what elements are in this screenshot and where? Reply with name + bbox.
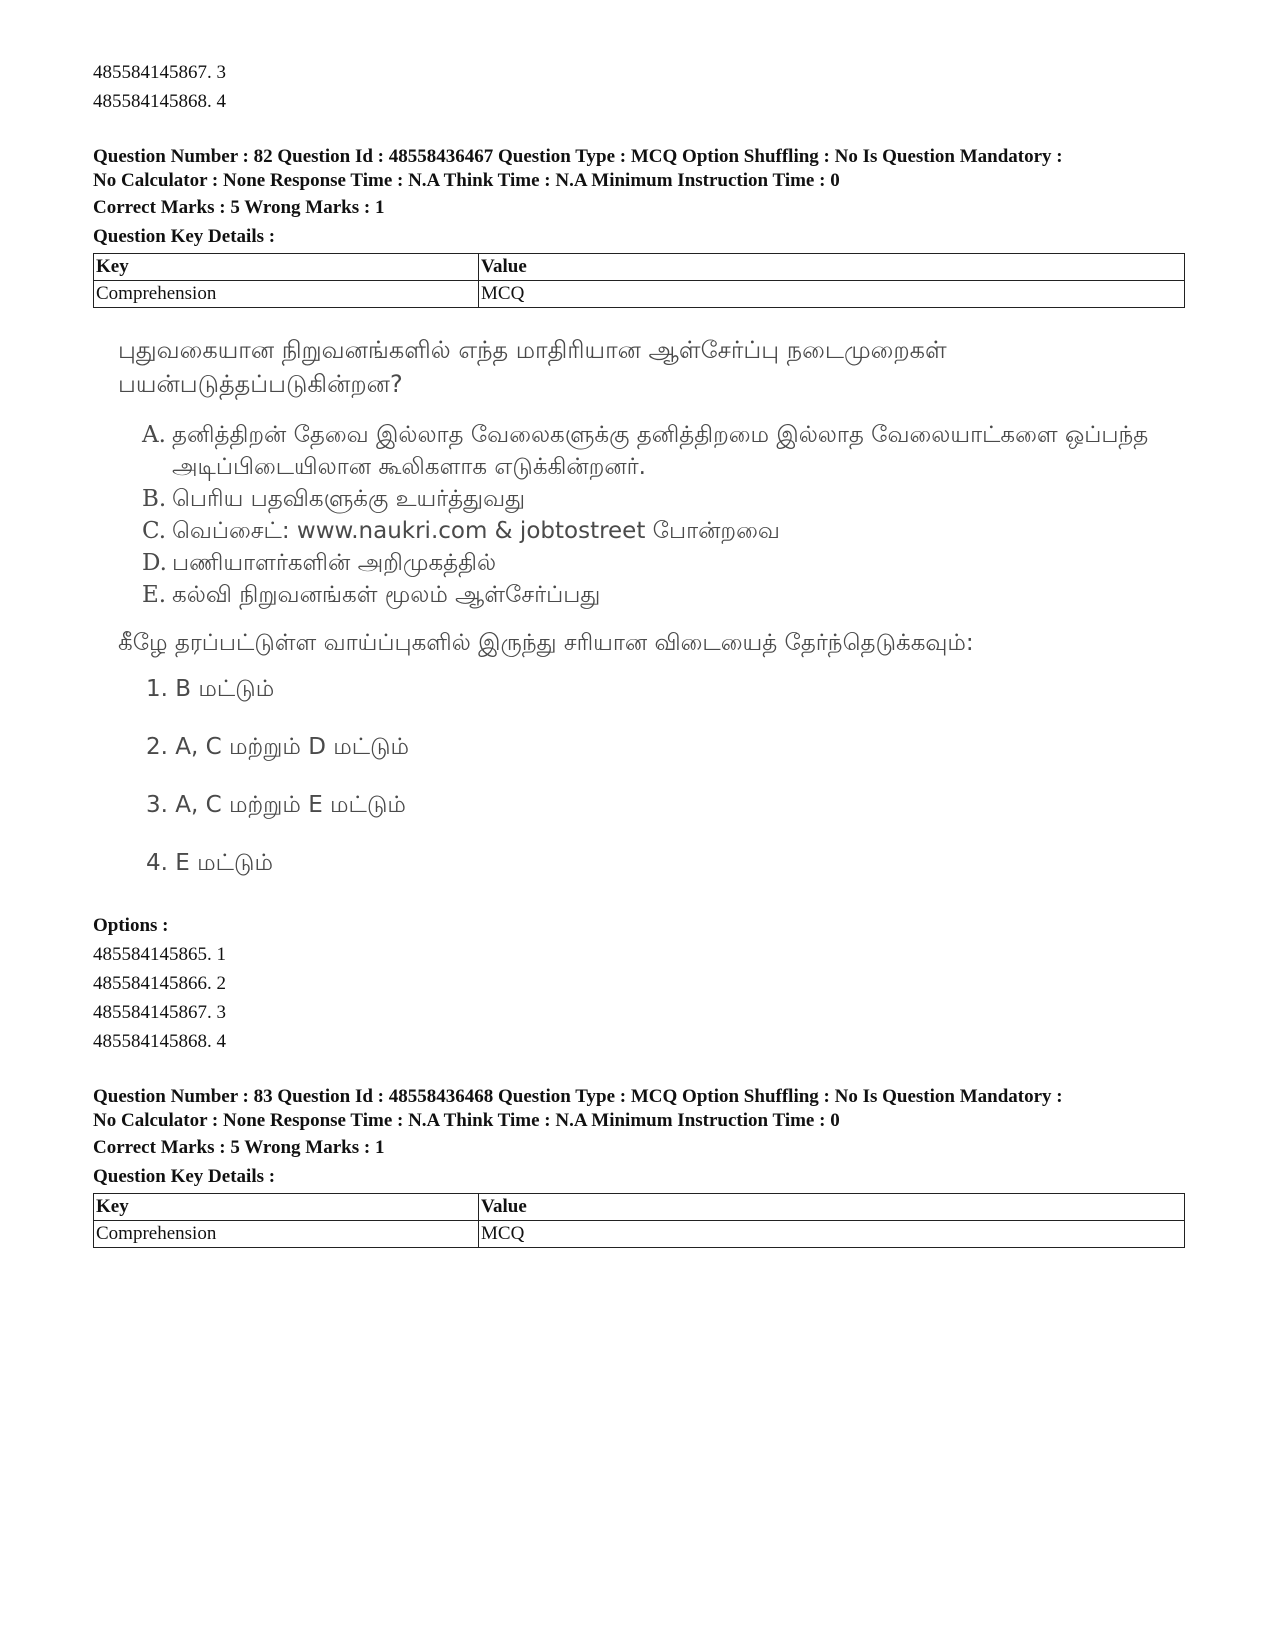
table-header-value: Value <box>479 1194 1185 1221</box>
statement-text: பணியாளர்களின் அறிமுகத்தில் <box>172 550 497 576</box>
table-header-row <box>94 1194 1185 1221</box>
previous-options <box>93 58 1183 116</box>
table-header-value: Value <box>479 254 1185 281</box>
table-cell-value: MCQ <box>479 1221 1185 1248</box>
question-marks: Correct Marks : 5 Wrong Marks : 1 <box>93 1137 385 1158</box>
table-row <box>94 1221 1185 1248</box>
option-line: 485584145867. 3 <box>93 62 226 83</box>
table-cell-value: MCQ <box>479 281 1185 308</box>
statement-text: கல்வி நிறுவனங்கள் மூலம் ஆள்சேர்ப்பது <box>172 582 601 608</box>
question-image <box>118 333 1158 905</box>
question-82 <box>93 145 1183 1056</box>
statement-list <box>118 419 1158 611</box>
option-line: 485584145868. 4 <box>93 91 226 112</box>
table-cell-key: Comprehension <box>94 281 479 308</box>
question-key-details-label: Question Key Details : <box>93 1166 276 1187</box>
answer-choice: 3. A, C மற்றும் E மட்டும் <box>146 792 406 818</box>
question-marks: Correct Marks : 5 Wrong Marks : 1 <box>93 197 385 218</box>
statement-item <box>142 547 1158 579</box>
statement-label: E. <box>142 582 167 608</box>
answer-choice: 1. B மட்டும் <box>146 676 275 702</box>
statement-text: தனித்திறன் தேவை இல்லாத வேலைகளுக்கு தனித்திறமை இல்லாத வேலையாட்களை ஒப்பந்த அடிப்பிடையிலான கூலிகளாக எடுக்கின்றனர். <box>172 422 1149 480</box>
question-meta-line-2: No Calculator : None Response Time : N.A Think Time : N.A Minimum Instruction Time : 0 <box>93 1110 840 1131</box>
statement-label: D. <box>142 550 167 576</box>
question-key-table <box>93 1193 1185 1248</box>
options-label: Options : <box>93 915 169 936</box>
statement-item <box>142 579 1158 611</box>
table-row <box>94 281 1185 308</box>
question-key-details-label: Question Key Details : <box>93 226 276 247</box>
question-83 <box>93 1085 1183 1248</box>
table-header-key: Key <box>94 254 479 281</box>
question-meta-line-1: Question Number : 82 Question Id : 48558436467 Question Type : MCQ Option Shuffling : No Is Question Mandatory : <box>93 146 1063 167</box>
option-line: 485584145868. 4 <box>93 1031 226 1052</box>
question-instruction: கீழே தரப்பட்டுள்ள வாய்ப்புகளில் இருந்து சரியான விடையைத் தேர்ந்தெடுக்கவும்: <box>118 630 974 656</box>
answer-choice: 4. E மட்டும் <box>146 850 273 876</box>
statement-label: C. <box>142 518 167 544</box>
option-line: 485584145865. 1 <box>93 944 226 965</box>
statement-item <box>142 419 1158 483</box>
statement-item <box>142 515 1158 547</box>
question-stem: புதுவகையான நிறுவனங்களில் எந்த மாதிரியான ஆள்சேர்ப்பு நடைமுறைகள் பயன்படுத்தப்படுகின்றன? <box>118 336 947 398</box>
answer-choice: 2. A, C மற்றும் D மட்டும் <box>146 734 410 760</box>
answer-choice-list <box>118 673 1158 905</box>
table-cell-key: Comprehension <box>94 1221 479 1248</box>
document-page <box>93 58 1183 1248</box>
table-header-row <box>94 254 1185 281</box>
statement-text: பெரிய பதவிகளுக்கு உயர்த்துவது <box>172 486 526 512</box>
statement-text: வெப்சைட்: www.naukri.com & jobtostreet போன்றவை <box>172 518 780 544</box>
option-line: 485584145867. 3 <box>93 1002 226 1023</box>
question-meta-line-1: Question Number : 83 Question Id : 48558436468 Question Type : MCQ Option Shuffling : No Is Question Mandatory : <box>93 1086 1063 1107</box>
table-header-key: Key <box>94 1194 479 1221</box>
statement-label: B. <box>142 486 167 512</box>
statement-item <box>142 483 1158 515</box>
statement-label: A. <box>142 422 166 448</box>
option-line: 485584145866. 2 <box>93 973 226 994</box>
question-key-table <box>93 253 1185 308</box>
question-meta-line-2: No Calculator : None Response Time : N.A Think Time : N.A Minimum Instruction Time : 0 <box>93 170 840 191</box>
